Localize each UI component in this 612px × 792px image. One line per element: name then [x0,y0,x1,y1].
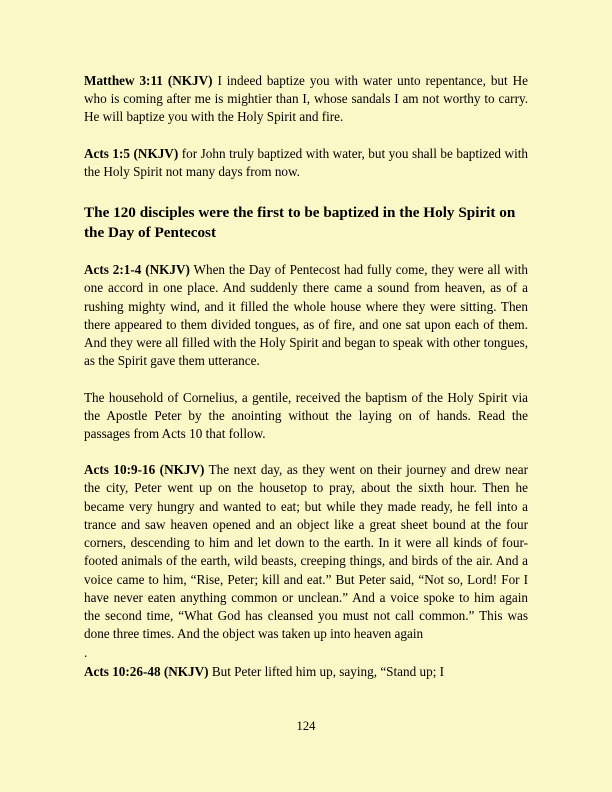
stray-period: . [84,645,88,661]
scripture-paragraph [84,261,528,370]
scripture-text: But Peter lifted him up, saying, “Stand up; I [208,663,445,679]
scripture-paragraph [84,72,528,127]
scripture-reference: Acts 1:5 (NKJV) [84,145,179,161]
scripture-reference: Acts 2:1-4 (NKJV) [84,262,190,278]
scripture-paragraph [84,461,528,643]
scripture-reference: Acts 10:9-16 (NKJV) [84,462,205,478]
scripture-text: When the Day of Pentecost had fully come, they were all with one accord in one place. And suddenly there came a sound from heaven, as of a rushing mighty wind, and it filled the whole house where they were sitting. Then there appeared to them divided tongues, as of fire, and one sat upon each of them. And they were all filled with the Holy Spirit and began to speak with other tongues, as the Spirit gave them utterance. [84,262,528,369]
scripture-reference: Matthew 3:11 (NKJV) [84,73,213,88]
commentary-text: The household of Cornelius, a gentile, received the baptism of the Holy Spirit via the Apostle Peter by the anointing without the laying on of hands. Read the passages from Acts 10 that follow. [84,389,528,441]
page-number: 124 [296,719,316,733]
section-heading: The 120 disciples were the first to be baptized in the Holy Spirit on the Day of Pentecost [84,204,516,242]
scripture-text: I indeed baptize you with water unto repentance, but He who is coming after me is mightier than I, whose sandals I am not worthy to carry. He will baptize you with the Holy Spirit and fire. [84,73,528,125]
scripture-text: The next day, as they went on their journey and drew near the city, Peter went up on the housetop to pray, about the sixth hour. Then he became very hungry and wanted to eat; but while they made ready, he fell into a trance and saw heaven opened and an object like a great sheet bound at the four corners, descending to him and let down to the earth. In it were all kinds of four-footed animals of the earth, wild beasts, creeping things, and birds of the air. And a voice came to him, “Rise, Peter; kill and eat.” But Peter said, “Not so, Lord! For I have never eaten anything common or unclean.” And a voice spoke to him again the second time, “What God has cleansed you must not call common.” This was done three times. And the object was taken up into heaven again [84,462,528,642]
scripture-paragraph [84,145,528,181]
scripture-reference: Acts 10:26-48 (NKJV) [84,663,209,679]
scripture-text: for John truly baptized with water, but you shall be baptized with the Holy Spirit not many days from now. [84,145,528,179]
page-content [84,72,528,681]
scripture-paragraph [84,663,528,681]
commentary-paragraph [84,389,528,444]
